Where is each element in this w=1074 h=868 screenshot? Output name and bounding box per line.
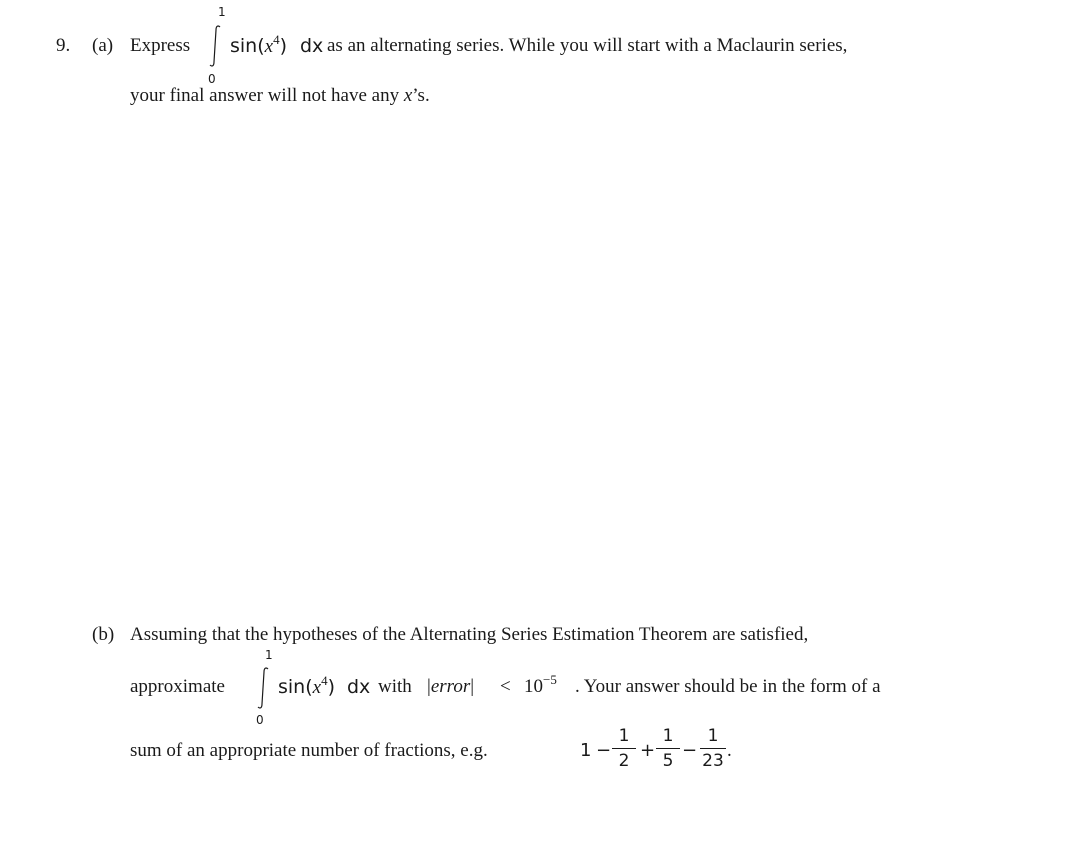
integral-a-integrand: $\sin(x^4)$ (230, 32, 287, 57)
example-plus: + (640, 740, 656, 761)
part-a-line2-text: your final answer will not have any x’s. (130, 85, 430, 106)
error-bound: |error| (427, 676, 475, 697)
integral-a-dx: dx (300, 35, 324, 57)
integral-a-lower-limit: 0 (208, 72, 216, 86)
part-b-line2-text: . Your answer should be in the form of a (575, 676, 881, 697)
example-minus-1: − (596, 740, 612, 761)
integral-a-sign-icon (208, 24, 222, 68)
integral-b-upper-limit: 1 (265, 648, 273, 662)
problem-number: 9. (56, 35, 71, 56)
part-b-line1-text: Assuming that the hypotheses of the Alternating Series Estimation Theorem are satisfied, (130, 624, 809, 645)
example-fraction-2: 1 5 (656, 726, 680, 771)
part-b-label: (b) (92, 624, 115, 645)
integral-b-dx: dx (347, 676, 371, 698)
integral-b-lower-limit: 0 (256, 713, 264, 727)
example-period: . (727, 740, 732, 761)
example-fraction-1: 1 2 (612, 726, 636, 771)
example-one: 1 (580, 740, 592, 761)
with-word: with (378, 676, 412, 697)
integral-b-sign-icon (256, 666, 270, 710)
tolerance-value: $10^{-5}$ (524, 672, 557, 697)
express-word: Express (130, 35, 191, 56)
less-than-sign: < (500, 676, 511, 697)
integral-b-integrand: $\sin(x^4)$ (278, 673, 335, 698)
approximate-word: approximate (130, 676, 225, 697)
part-a-line1-text: as an alternating series. While you will start with a Maclaurin series, (327, 35, 848, 56)
example-minus-2: − (682, 740, 698, 761)
part-a-label: (a) (92, 35, 114, 56)
part-b-line3-text: sum of an appropriate number of fractions, e.g. (130, 740, 488, 761)
example-fraction-3: 1 23 (700, 726, 726, 771)
integral-a-upper-limit: 1 (218, 5, 226, 19)
